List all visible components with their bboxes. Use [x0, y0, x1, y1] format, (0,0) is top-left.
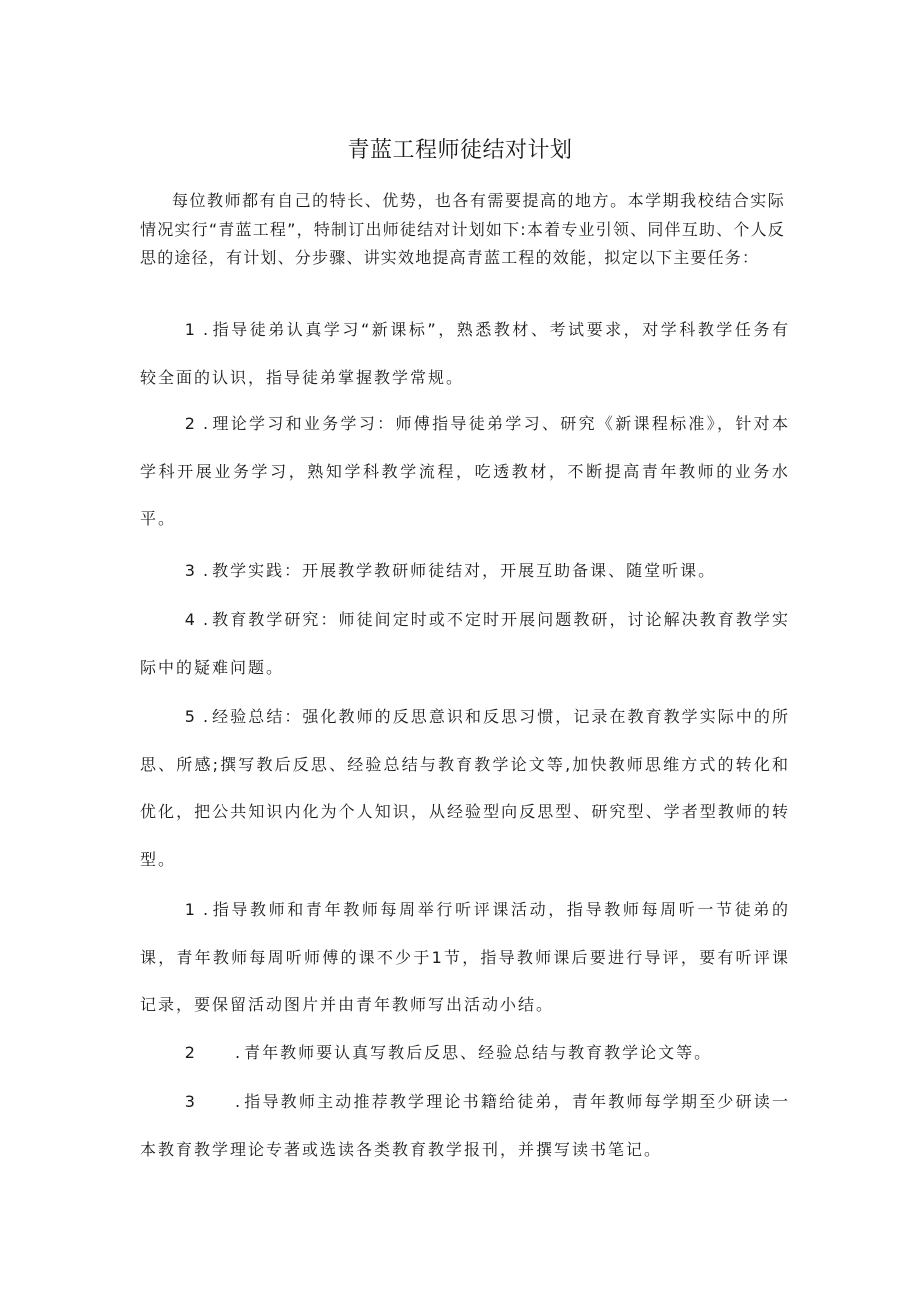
task-number: 4: [184, 610, 195, 629]
task-item-1: 1 . 指导徒弟认真学习“新课标”，熟悉教材、考试要求，对学科教学任务有较全面的认识，指导徒弟掌握教学常规。: [140, 320, 790, 387]
measure-number: 1: [184, 900, 195, 919]
measure-item-2: 2 . 青年教师要认真写教后反思、经验总结与教育教学论文等。: [184, 1043, 713, 1062]
measure-item-3: 3 . 指导教师主动推荐教学理论书籍给徒弟，青年教师每学期至少研读一本教育教学理论专著或选读各类教育教学报刊，并撰写读书笔记。: [140, 1092, 790, 1159]
measure-text: 青年教师要认真写教后反思、经验总结与教育教学论文等。: [244, 1043, 713, 1062]
measure-text: 指导教师和青年教师每周举行听评课活动，指导教师每周听一节徒弟的课，青年教师每周听师傅的课不少于1节，指导教师课后要进行导评，要有听评课记录，要保留活动图片并由青年教师写出活动小结。: [140, 900, 790, 1014]
task-number: 1: [184, 320, 195, 339]
measure-number: 2: [184, 1043, 195, 1062]
measure-item-1: 1 . 指导教师和青年教师每周举行听评课活动，指导教师每周听一节徒弟的课，青年教师每周听师傅的课不少于1节，指导教师课后要进行导评，要有听评课记录，要保留活动图片并由青年教师写出活动小结。: [140, 900, 790, 1014]
task-text: 教育教学研究：师徒间定时或不定时开展问题教研，讨论解决教育教学实际中的疑难问题。: [140, 610, 790, 677]
task-text: 指导徒弟认真学习“新课标”，熟悉教材、考试要求，对学科教学任务有较全面的认识，指导徒弟掌握教学常规。: [140, 320, 790, 387]
task-item-4: 4 . 教育教学研究：师徒间定时或不定时开展问题教研，讨论解决教育教学实际中的疑难问题。: [140, 610, 790, 677]
task-number: 3: [184, 561, 195, 580]
task-number: 5: [184, 707, 195, 726]
document-title: 青蓝工程师徒结对计划: [347, 138, 573, 163]
task-text: 经验总结：强化教师的反思意识和反思习惯，记录在教育教学实际中的所思、所感;撰写教后反思、经验总结与教育教学论文等,加快教师思维方式的转化和优化，把公共知识内化为个人知识，从经验型向反思型、研究型、学者型教师的转型。: [140, 707, 790, 869]
task-item-3: 3 . 教学实践：开展教学教研师徒结对，开展互助备课、随堂听课。: [184, 561, 717, 580]
measure-text: 指导教师主动推荐教学理论书籍给徒弟，青年教师每学期至少研读一本教育教学理论专著或选读各类教育教学报刊，并撰写读书笔记。: [140, 1092, 790, 1159]
task-item-2: 2 . 理论学习和业务学习：师傅指导徒弟学习、研究《新课程标准》，针对本学科开展业务学习，熟知学科教学流程，吃透教材，不断提高青年教师的业务水平。: [140, 414, 790, 528]
task-text: 教学实践：开展教学教研师徒结对，开展互助备课、随堂听课。: [212, 561, 717, 580]
measure-number: 3: [184, 1092, 195, 1111]
intro-paragraph: 每位教师都有自己的特长、优势，也各有需要提高的地方。本学期我校结合实际情况实行“青蓝工程”，特制订出师徒结对计划如下:本着专业引领、同伴互助、个人反思的途径，有计划、分步骤、讲实效地提高青蓝工程的效能，拟定以下主要任务：: [140, 191, 785, 267]
task-item-5: 5 . 经验总结：强化教师的反思意识和反思习惯，记录在教育教学实际中的所思、所感;撰写教后反思、经验总结与教育教学论文等,加快教师思维方式的转化和优化，把公共知识内化为个人知识，从经验型向反思型、研究型、学者型教师的转型。: [140, 707, 790, 869]
task-text: 理论学习和业务学习：师傅指导徒弟学习、研究《新课程标准》，针对本学科开展业务学习，熟知学科教学流程，吃透教材，不断提高青年教师的业务水平。: [140, 414, 790, 528]
task-number: 2: [184, 414, 195, 433]
